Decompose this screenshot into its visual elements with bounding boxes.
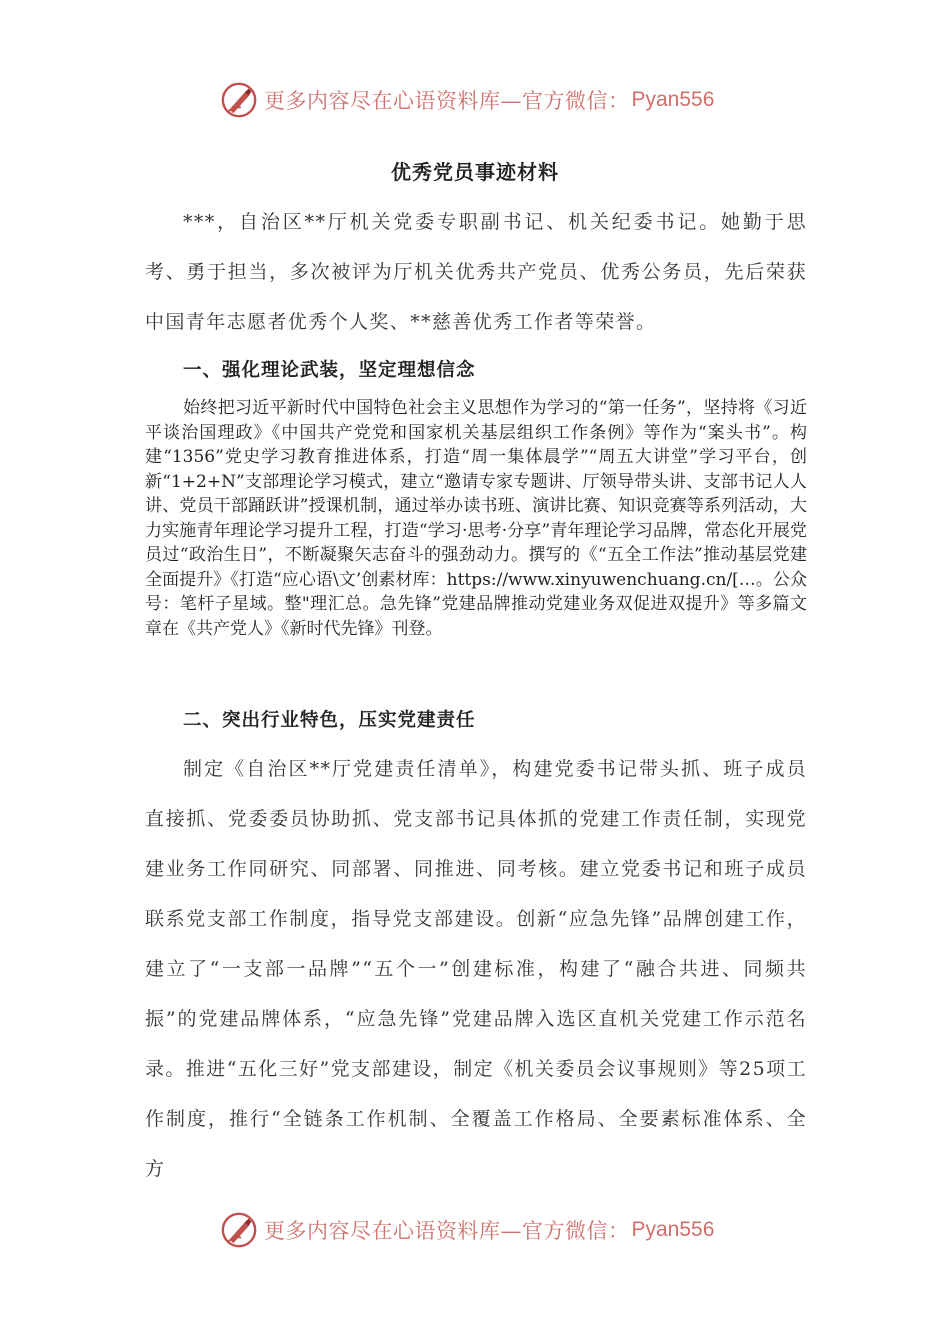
section-2-heading: 二、突出行业特色，压实党建责任 (183, 710, 476, 731)
intro-paragraph: ***，自治区**厅机关党委专职副书记、机关纪委书记。她勤于思考、勇于担当，多次被评为厅机关优秀共产党员、优秀公务员，先后荣获中国青年志愿者优秀个人奖、**慈善优秀工作者等荣誉。 (145, 211, 807, 333)
section-1-heading: 一、强化理论武装，坚定理想信念 (183, 360, 476, 381)
section-2-paragraph: 制定《自治区**厅党建责任清单》，构建党委书记带头抓、班子成员直接抓、党委委员协助抓、党支部书记具体抓的党建工作责任制，实现党建业务工作同研究、同部署、同推进、同考核。建立党委书记和班子成员联系党支部工作制度，指导党支部建设。创新“应急先锋”品牌创建工作，建立了“一支部一品牌”“五个一”创建标准，构建了“融合共进、同频共振”的党建品牌体系，“应急先锋”党建品牌入选区直机关党建工作示范名录。推进“五化三好”党支部建设，制定《机关委员会议事规则》等25项工作制度，推行“全链条工作机制、全覆盖工作格局、全要素标准体系、全方 (145, 758, 807, 1180)
wechat-id: Pyan556 (631, 1218, 715, 1241)
header-banner (220, 78, 714, 122)
banner-text: 更多内容尽在心语资料库—官方微信： (264, 89, 630, 113)
pen-logo-icon (220, 81, 258, 119)
document-title: 优秀党员事迹材料 (391, 160, 559, 184)
footer-banner (220, 1208, 714, 1252)
wechat-id: Pyan556 (631, 88, 715, 111)
banner-text: 更多内容尽在心语资料库—官方微信： (264, 1219, 630, 1243)
section-1-paragraph: 始终把习近平新时代中国特色社会主义思想作为学习的“第一任务”，坚持将《习近平谈治国理政》《中国共产党党和国家机关基层组织工作条例》等作为“案头书”。构建“1356”党史学习教育推进体系，打造“周一集体晨学”“周五大讲堂”学习平台，创新“1+2+N”支部理论学习模式，建立“邀请专家专题讲、厅领导带头讲、支部书记人人讲、党员干部踊跃讲”授课机制，通过举办读书班、演讲比赛、知识竞赛等系列活动，大力实施青年理论学习提升工程，打造“学习·思考·分享”青年理论学习品牌，常态化开展党员过“政治生日”，不断凝聚矢志奋斗的强劲动力。撰写的《“五全工作法”推动基层党建全面提升》《打造“应心语\文’创素材库：https://www.xinyuwenchuang.cn/[…。公众号：笔杆子星域。整"理汇总。急先锋”党建品牌推动党建业务双促进双提升》等多篇文章在《共产党人》《新时代先锋》刊登。 (145, 398, 807, 639)
pen-logo-icon (220, 1211, 258, 1249)
